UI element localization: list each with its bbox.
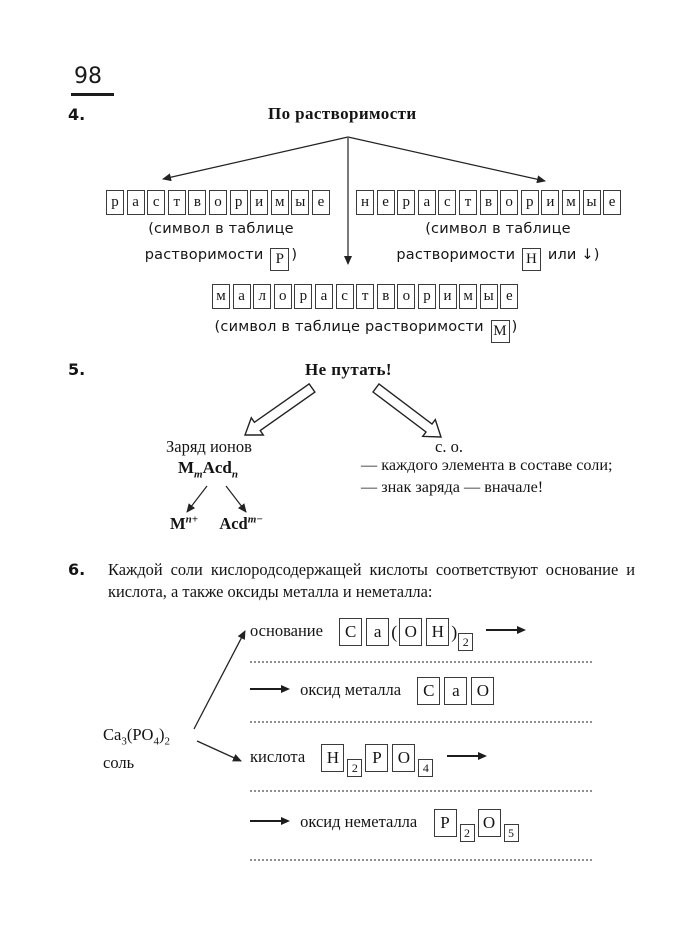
answer-box: H [321,744,344,772]
ion-arrow-right [226,486,246,512]
letter-box: и [250,190,268,215]
letter-box: в [188,190,206,215]
formula-part: Acd [202,458,232,477]
letter-box: т [356,284,374,309]
letter-box: с [438,190,456,215]
caption-line [180,316,552,343]
caption-line: (символ в таблице [148,221,294,237]
caption-line: (символ в таблице [425,221,571,237]
letter-box: ы [291,190,309,215]
ion-charge-title: Заряд ионов [166,437,252,456]
word-slightly-soluble [212,284,521,309]
letter-box: е [377,190,395,215]
acid-label: кислота [250,747,306,766]
letter-box: е [500,284,518,309]
answer-subscript-box: 2 [460,824,475,842]
letter-box: о [397,284,415,309]
formula-sub: 4 [153,735,159,748]
letter-box: ы [480,284,498,309]
answer-box: C [417,677,440,705]
letter-box: м [562,190,580,215]
letter-box: а [315,284,333,309]
letter-box: р [106,190,124,215]
letter-box: ы [583,190,601,215]
letter-box: и [541,190,559,215]
letter-box: л [253,284,271,309]
letter-box: о [500,190,518,215]
letter-box: р [418,284,436,309]
salt-to-acid-arrow [197,741,241,761]
letter-box: е [603,190,621,215]
formula-sup: m− [247,513,263,525]
formula-part: ) [158,725,165,744]
answer-box: a [444,677,467,705]
right-arrow [486,629,524,631]
formula-part: Ca [103,725,122,744]
letter-box: в [377,284,395,309]
symbol-box-m: М [491,320,510,343]
letter-box: о [209,190,227,215]
ion-arrow-left [187,486,207,512]
metal-oxide-label: оксид металла [300,680,402,699]
answer-subscript-box: 2 [458,633,473,651]
section-4-title: По растворимости [268,104,417,123]
letter-box: т [168,190,186,215]
salt-formula [103,724,170,752]
word-soluble [106,190,333,215]
formula-sup: n+ [185,513,198,525]
answer-box: O [392,744,415,772]
answer-subscript-box: 4 [418,759,433,777]
paren: ( [391,622,398,643]
anion-formula [219,514,263,533]
nonmetal-oxide-row [250,807,520,842]
letter-box: м [212,284,230,309]
answer-box: P [365,744,388,772]
letter-box: в [480,190,498,215]
letter-box: а [127,190,145,215]
letter-box: с [336,284,354,309]
answer-dotted-line [250,790,592,792]
letter-box: р [230,190,248,215]
formula-part: (PO [126,725,154,744]
caption-text: ) [511,319,518,335]
formula-part: M [177,458,195,477]
letter-box: и [439,284,457,309]
caption-text: или ↓) [547,247,600,263]
caption-text: ) [291,247,298,263]
letter-box: м [271,190,289,215]
caption-slightly-soluble [180,316,552,346]
oxidation-state-notes [361,456,641,499]
letter-box: о [274,284,292,309]
solubility-arrow-left [163,137,348,179]
hollow-arrow-right [373,384,441,437]
answer-box: H [426,618,449,646]
caption-line [100,244,342,271]
answer-box: C [339,618,362,646]
salt-to-base-arrow [194,631,245,729]
letter-box: м [459,284,477,309]
answer-box: O [478,809,501,837]
right-arrow [250,688,288,690]
oxidation-state-title: с. о. [435,437,463,456]
cation-formula [170,514,198,533]
letter-box: р [294,284,312,309]
ion-results [170,513,263,534]
letter-box: р [397,190,415,215]
formula-part: M [170,513,186,533]
base-row [250,616,532,651]
symbol-box-r: Р [270,248,289,271]
caption-text: растворимости [396,247,516,263]
metal-oxide-row [250,675,496,705]
letter-box: е [312,190,330,215]
formula-sub: m [194,468,203,481]
answer-dotted-line [250,721,592,723]
caption-soluble [100,218,342,274]
page-number: 98 [74,64,102,89]
section-4-number: 4. [68,105,86,124]
answer-dotted-line [250,661,592,663]
answer-subscript-box: 5 [504,824,519,842]
answer-dotted-line [250,859,592,861]
caption-text: растворимости [144,247,264,263]
formula-sub: 2 [164,735,170,748]
salt-label: соль [103,753,135,773]
right-arrow [447,755,485,757]
base-label: основание [250,621,323,640]
salt-formula-block [103,724,170,774]
section-5-title: Не путать! [305,360,392,379]
formula-part: Acd [219,513,248,533]
word-insoluble [356,190,624,215]
letter-box: р [521,190,539,215]
salt-general-formula [158,458,258,480]
symbol-box-n: Н [522,248,541,271]
oxidation-note: — каждого элемента в составе соли; [361,456,613,474]
paren: ) [451,622,458,643]
section-5-number: 5. [68,360,86,379]
hollow-arrow-left [245,384,315,435]
letter-box: т [459,190,477,215]
section-6-intro: Каждой соли кислородсодержащей кислоты соответствуют основание и кислота, а также оксиды металла и неметалла: [108,560,635,601]
section-6-number: 6. [68,560,86,579]
letter-box: а [418,190,436,215]
answer-box: O [471,677,494,705]
answer-subscript-box: 2 [347,759,362,777]
page-number-underline [71,93,114,96]
caption-text: (символ в таблице растворимости [214,319,484,335]
letter-box: с [147,190,165,215]
solubility-arrow-right [348,137,545,181]
nonmetal-oxide-label: оксид неметалла [300,812,418,831]
caption-line [358,244,638,271]
caption-insoluble [358,218,638,274]
answer-box: O [399,618,422,646]
right-arrow [250,820,288,822]
letter-box: н [356,190,374,215]
answer-box: P [434,809,457,837]
answer-box: a [366,618,389,646]
formula-sub: 3 [121,735,127,748]
acid-row [250,742,493,777]
oxidation-note: — знак заряда — вначале! [361,477,544,496]
formula-sub: n [231,468,238,481]
letter-box: а [233,284,251,309]
